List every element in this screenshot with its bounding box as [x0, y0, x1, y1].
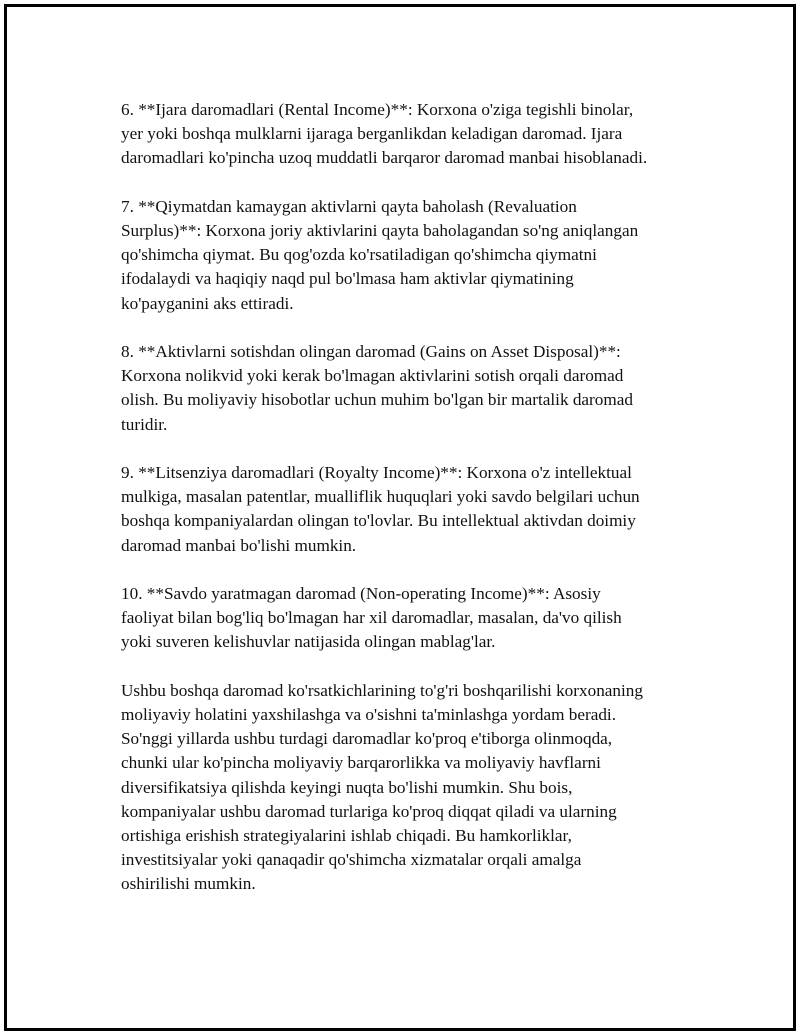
- page-frame: [4, 4, 796, 1031]
- document-body: [121, 98, 701, 921]
- paragraph-gains-on-asset-disposal: 8. **Aktivlarni sotishdan olingan daromad (Gains on Asset Disposal)**: Korxona nolikvid yoki kerak bo'lmagan aktivlarini sotish orqali daromad olish. Bu moliyaviy hisobotlar uchun muhim bo'lgan bir martalik daromad turidir.: [121, 342, 633, 434]
- paragraph-royalty-income: 9. **Litsenziya daromadlari (Royalty Income)**: Korxona o'z intellektual mulkiga, masalan patentlar, mualliflik huquqlari yoki savdo belgilari uchun boshqa kompaniyalardan olingan to'lovlar. Bu intellektual aktivdan doimiy daromad manbai bo'lishi mumkin.: [121, 463, 640, 555]
- paragraph-rental-income: 6. **Ijara daromadlari (Rental Income)**: Korxona o'ziga tegishli binolar, yer yoki boshqa mulklarni ijaraga berganlikdan keladigan daromad. Ijara daromadlari ko'pincha uzoq muddatli barqaror daromad manbai hisoblanadi.: [121, 100, 648, 168]
- paragraph-conclusion: Ushbu boshqa daromad ko'rsatkichlarining to'g'ri boshqarilishi korxonaning moliyaviy holatini yaxshilashga va o'sishni ta'minlashga yordam beradi. So'nggi yillarda ushbu turdagi daromadlar ko'proq e'tiborga olinmoqda, chunki ular ko'pincha moliyaviy barqarorlikka va moliyaviy havflarni diversifikatsiya qilishda keyingi nuqta bo'lishi mumkin. Shu bois, kompaniyalar ushbu daromad turlariga ko'proq diqqat qiladi va ularning ortishiga erishish strategiyalarini ishlab chiqadi. Bu hamkorliklar, investitsiyalar yoki qanaqadir qo'shimcha xizmatalar orqali amalga oshirilishi mumkin.: [121, 680, 643, 894]
- paragraph-revaluation-surplus: 7. **Qiymatdan kamaygan aktivlarni qayta baholash (Revaluation Surplus)**: Korxona joriy aktivlarini qayta baholagandan so'ng aniqlangan qo'shimcha qiymat. Bu qog'ozda ko'rsatiladigan qo'shimcha qiymatni ifodalaydi va haqiqiy naqd pul bo'lmasa ham aktivlar qiymatining ko'payganini aks ettiradi.: [121, 196, 639, 313]
- paragraph-non-operating-income: 10. **Savdo yaratmagan daromad (Non-operating Income)**: Asosiy faoliyat bilan bog'liq bo'lmagan har xil daromadlar, masalan, da'vo qilish yoki suveren kelishuvlar natijasida olingan mablag'lar.: [121, 584, 622, 652]
